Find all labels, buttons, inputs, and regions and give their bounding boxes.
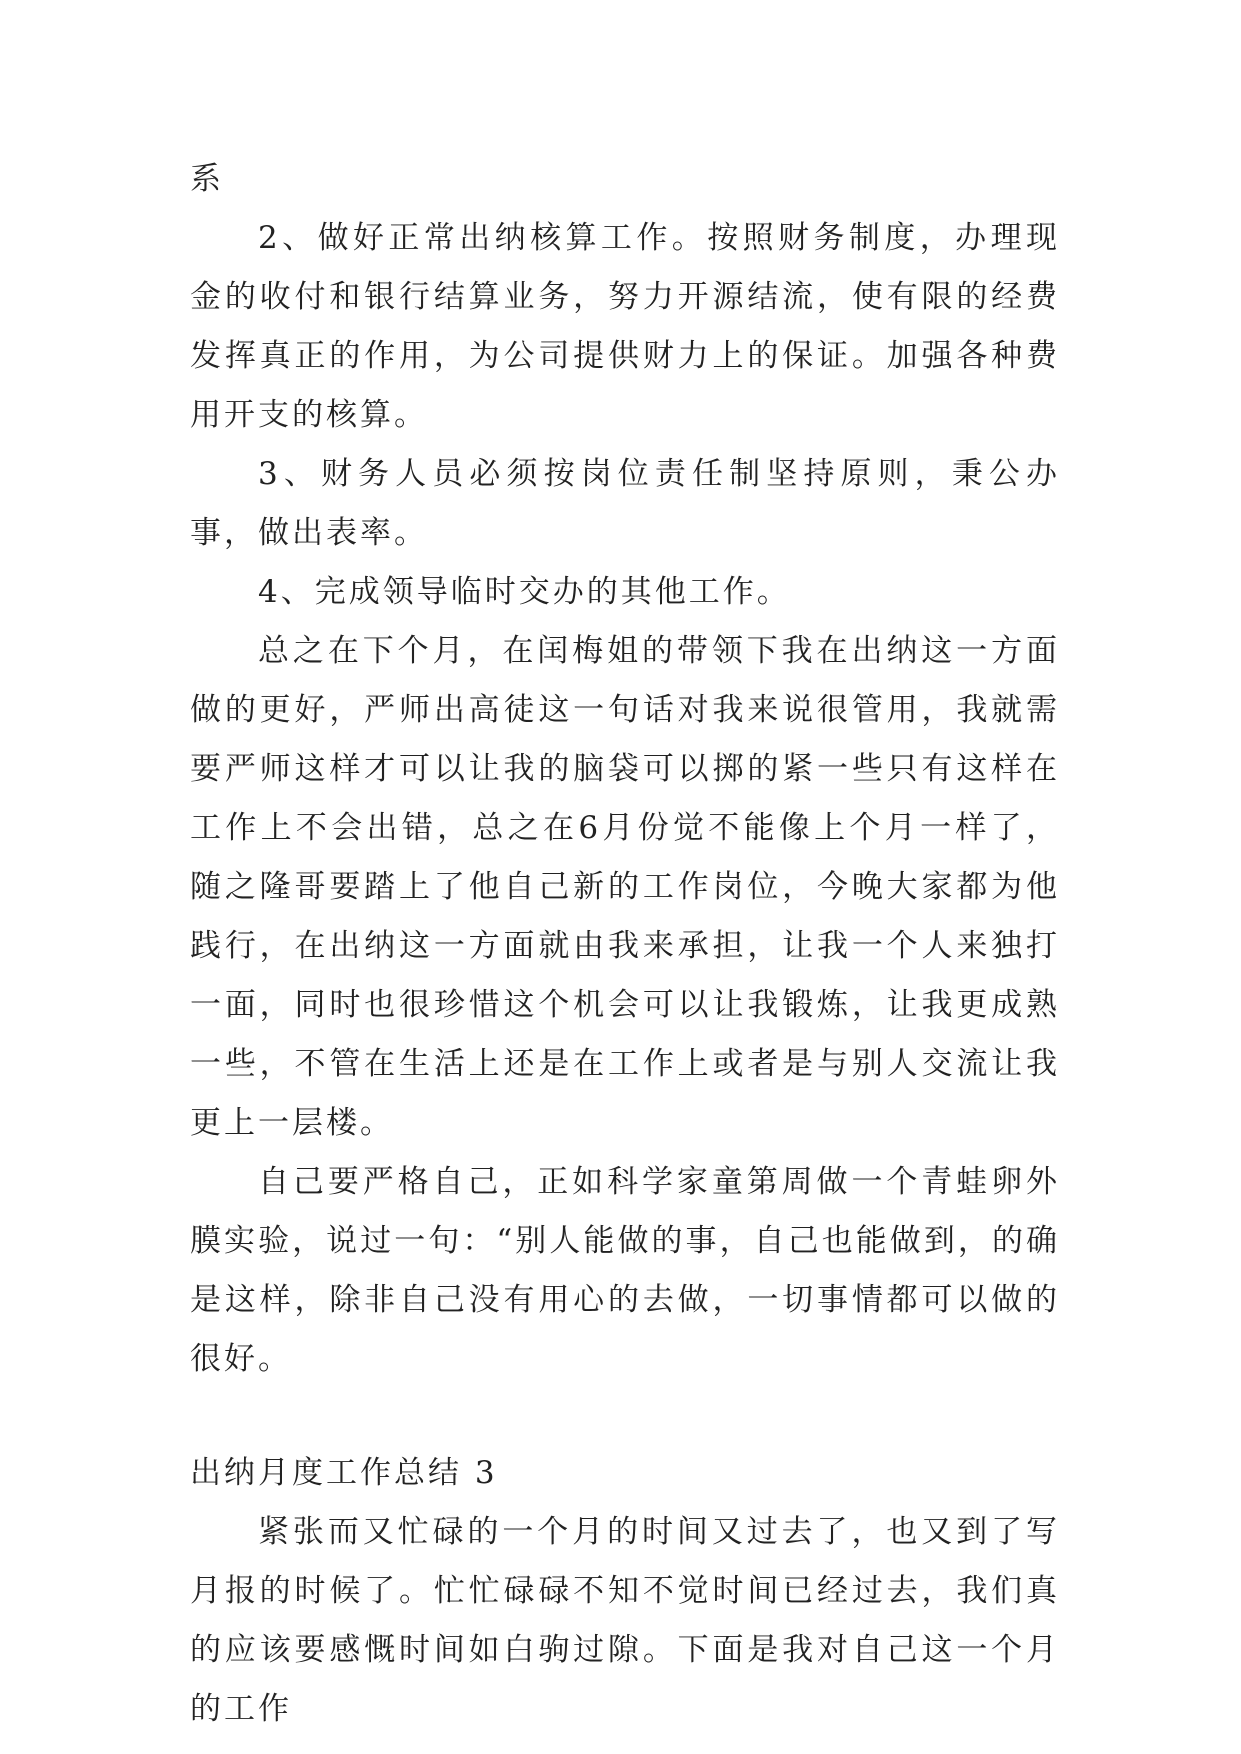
paragraph-item-2: 2、做好正常出纳核算工作。按照财务制度，办理现金的收付和银行结算业务，努力开源结流，使有限的经费发挥真正的作用，为公司提供财力上的保证。加强各种费用开支的核算。 bbox=[190, 220, 1060, 433]
continuation-fragment: 系 bbox=[190, 161, 224, 197]
paragraph-summary: 总之在下个月，在闰梅姐的带领下我在出纳这一方面做的更好，严师出高徒这一句话对我来说很管用，我就需要严师这样才可以让我的脑袋可以掷的紧一些只有这样在工作上不会出错，总之在6月份觉不能像上个月一样了，随之隆哥要踏上了他自己新的工作岗位，今晚大家都为他践行，在出纳这一方面就由我来承担，让我一个人来独打一面，同时也很珍惜这个机会可以让我锻炼，让我更成熟一些，不管在生活上还是在工作上或者是与别人交流让我更上一层楼。 bbox=[190, 633, 1060, 1141]
paragraph-item-4: 4、完成领导临时交办的其他工作。 bbox=[258, 574, 791, 610]
paragraph-item-3: 3、财务人员必须按岗位责任制坚持原则，秉公办事，做出表率。 bbox=[190, 456, 1060, 551]
paragraph-opening: 紧张而又忙碌的一个月的时间又过去了，也又到了写月报的时候了。忙忙碌碌不知不觉时间已经过去，我们真的应该要感慨时间如白驹过隙。下面是我对自己这一个月的工作 bbox=[190, 1514, 1060, 1727]
section-heading: 出纳月度工作总结 3 bbox=[190, 1455, 498, 1491]
paragraph-self-discipline: 自己要严格自己，正如科学家童第周做一个青蛙卵外膜实验，说过一句：“别人能做的事，自己也能做到，的确是这样，除非自己没有用心的去做，一切事情都可以做的很好。 bbox=[190, 1164, 1060, 1377]
document-body bbox=[190, 150, 1060, 1739]
